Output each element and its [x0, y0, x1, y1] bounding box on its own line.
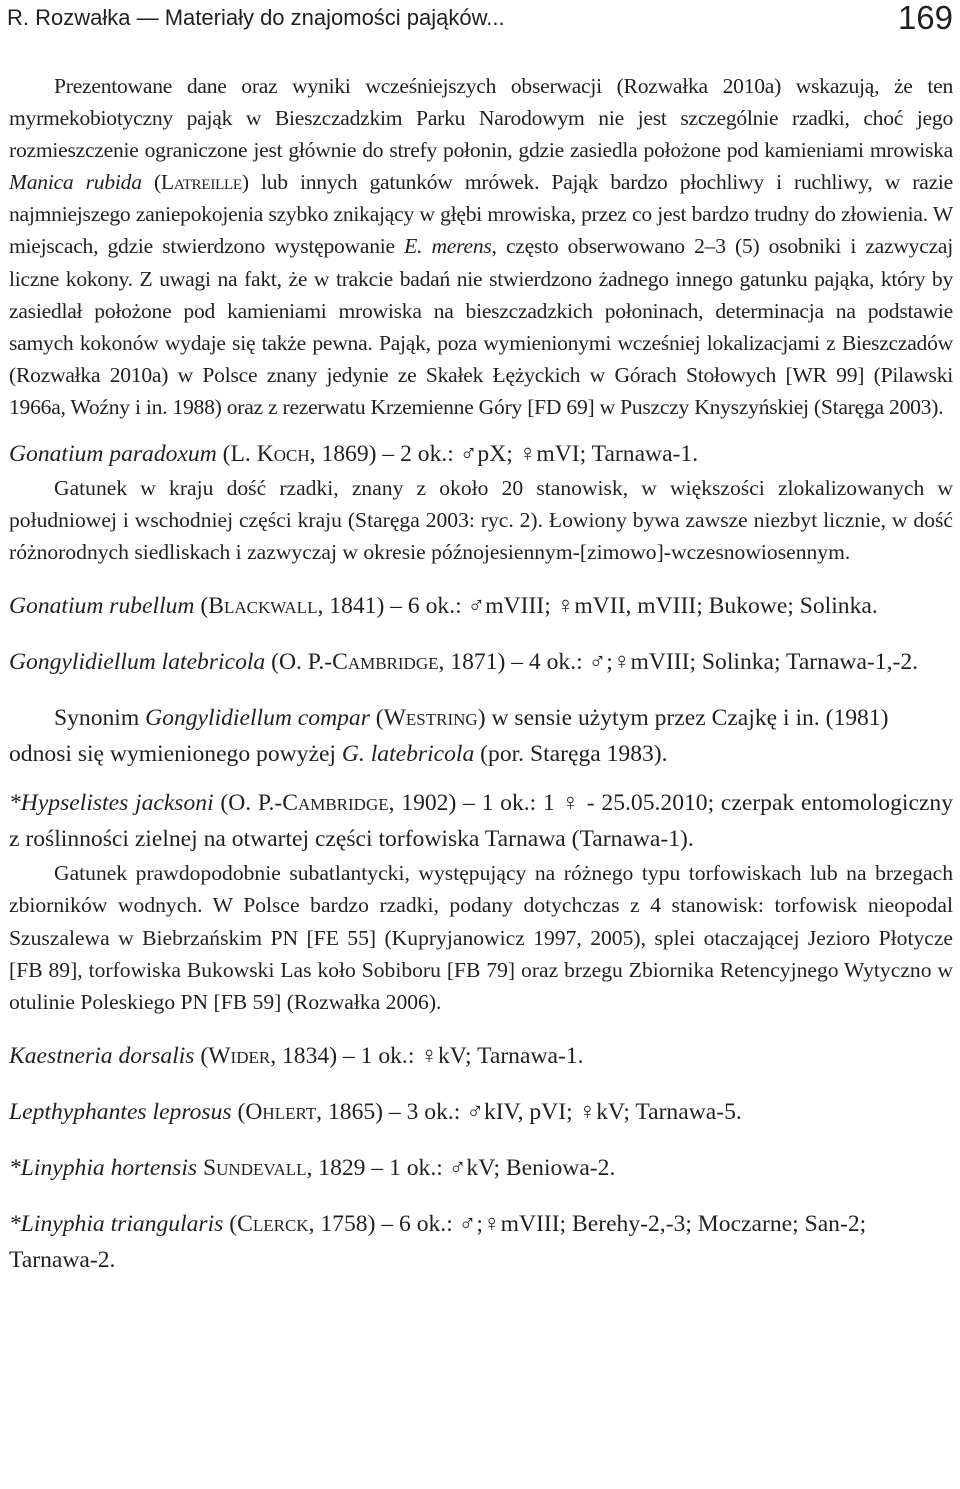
- note-gonatium-paradoxum: Gatunek w kraju dość rzadki, znany z około 20 stanowisk, w większości zlokalizowanych w południowej i wschodniej części kraju (Staręga 2003: ryc. 2). Łowiony bywa zawsze niezbyt licznie, w dość różnorodnych siedliskach i zazwyczaj w okresie późnojesiennym-[zimowo]-wczesnowiosennym.: [9, 476, 953, 565]
- species-name: Manica rubida: [9, 170, 142, 195]
- species-entry-gonatium-paradoxum: [9, 436, 953, 472]
- text-run: , często obserwowano 2–3 (5) osobniki i zazwyczaj liczne kokony. Z uwagi na fakt, że w trakcie badań nie stwierdzono żadnego innego gatunku pająka, który by zasiedlał położone pod kamieniami mrowiska na bieszczadzkich połoninach, determinacja na podstawie samych kokonów wydaje się także pewna. Pająk, poza wymienionymi wcześniej lokalizacjami z Bieszczadów (Rozwałka 2010a) w Polsce znany jedynie ze Skałek Łężyckich w Górach Stołowych [WR 99] (Pilawski 1966a, Woźny i in. 1988) oraz z rezerwatu Krzemienne Góry [FD 69] w Puszczy Knyszyńskiej (Staręga 2003).: [9, 234, 953, 419]
- record-data: , 1871) – 4 ok.: ♂;♀mVIII; Solinka; Tarnawa-1,-2.: [438, 649, 919, 676]
- species-name: Gonatium rubellum: [9, 593, 195, 620]
- species-entry-lepthyphantes-leprosus: [9, 1094, 953, 1130]
- species-name: Gonatium paradoxum: [9, 441, 217, 468]
- author-name: Cambridge: [282, 790, 389, 817]
- note-synonym: [9, 700, 953, 772]
- author-name: Koch: [256, 441, 310, 468]
- record-data: , 1829 – 1 ok.: ♂kV; Beniowa-2.: [306, 1154, 616, 1181]
- text-run: (: [223, 1210, 238, 1237]
- text-run: (: [231, 1098, 246, 1125]
- running-header: [7, 2, 953, 42]
- text-run: (: [194, 1042, 209, 1069]
- species-name: Lepthyphantes leprosus: [9, 1098, 232, 1125]
- author-name: Sundevall: [203, 1154, 307, 1181]
- text-run: Synonim: [54, 705, 146, 732]
- species-name: *Linyphia hortensis: [9, 1154, 198, 1181]
- page-number: 169: [897, 0, 953, 36]
- species-entry-gonatium-rubellum: [9, 588, 953, 624]
- text-run: Prezentowane dane oraz wyniki wcześniejszych obserwacji (Rozwałka 2010a) wskazują, że ten myrmekobiotyczny pająk w Bieszczadzkim Parku Narodowym nie jest szczególnie rzadki, choć jego rozmieszczenie ograniczone jest głównie do strefy połonin, gdzie zasiedla położone pod kamieniami mrowiska: [9, 74, 953, 163]
- text-run: (: [369, 705, 384, 732]
- record-data: , 1869) – 2 ok.: ♂pX; ♀mVI; Tarnawa-1.: [309, 441, 699, 468]
- author-name: Clerck: [237, 1210, 309, 1237]
- paragraph-euophrys-discussion: [9, 70, 953, 423]
- species-name: E. merens: [404, 234, 492, 259]
- record-data: , 1758) – 6 ok.: ♂;♀mVIII; Berehy-2,-3; Moczarne; San-2; Tarnawa-2.: [9, 1210, 867, 1273]
- author-name: Latreille: [160, 170, 242, 195]
- text-run: (L.: [216, 441, 257, 468]
- record-data: , 1841) – 6 ok.: ♂mVIII; ♀mVII, mVIII; Bukowe; Solinka.: [317, 593, 878, 620]
- record-data: , 1865) – 3 ok.: ♂kIV, pVI; ♀kV; Tarnawa-5.: [316, 1098, 742, 1125]
- text-run: (: [141, 170, 161, 195]
- species-name: Kaestneria dorsalis: [9, 1042, 195, 1069]
- species-name: *Hypselistes jacksoni: [9, 790, 214, 817]
- text-run: (O. P.-: [213, 790, 283, 817]
- text-run: (por. Staręga 1983).: [474, 741, 668, 768]
- note-hypselistes-jacksoni: Gatunek prawdopodobnie subatlantycki, występujący na różnego typu torfowiskach lub na brzegach zbiorników wodnych. W Polsce bardzo rzadki, podany dotychczas z 4 stanowisk: torfowisk nieopodal Szuszalewa w Biebrzańskim PN [FE 55] (Kupryjanowicz 1997, 2005), splei otaczającej Jezioro Płotycze [FB 89], torfowiska Bukowski Las koło Sobiboru [FB 79] oraz brzegu Zbiornika Retencyjnego Wytyczno w otulinie Poleskiego PN [FB 59] (Rozwałka 2006).: [9, 861, 953, 1014]
- author-name: Wider: [208, 1042, 271, 1069]
- species-name: Gongylidiellum compar: [145, 705, 370, 732]
- record-data: , 1902) – 1 ok.: 1 ♀ - 25.05.2010; czerpak entomologiczny z roślinności zielnej na otwartej części torfowiska Tarnawa (Tarnawa-1).: [9, 790, 953, 853]
- species-entry-linyphia-triangularis: [9, 1206, 953, 1278]
- species-name: G. latebricola: [341, 741, 475, 768]
- text-run: ) lub innych gatunków mrówek. Pająk bardzo płochliwy i ruchliwy, w razie najmniejszego zaniepokojenia szybko znikający w głębi mrowiska, przez co jest bardzo trudny do złowienia. W miejscach, gdzie stwierdzono występowanie: [9, 170, 953, 259]
- article-body: [9, 70, 953, 1278]
- author-name: Westring: [383, 705, 478, 732]
- author-name: Cambridge: [332, 649, 439, 676]
- species-entry-kaestneria-dorsalis: [9, 1038, 953, 1074]
- author-name: Blackwall: [208, 593, 318, 620]
- species-entry-gongylidiellum-latebricola: [9, 644, 953, 680]
- text-run: ) w sensie użytym przez Czajkę i in. (1981) odnosi się wymienionego powyżej: [9, 705, 889, 768]
- species-entry-hypselistes-jacksoni: [9, 785, 953, 857]
- species-name: *Linyphia triangularis: [9, 1210, 224, 1237]
- species-name: Gongylidiellum latebricola: [9, 649, 266, 676]
- text-run: (: [194, 593, 209, 620]
- record-data: , 1834) – 1 ok.: ♀kV; Tarnawa-1.: [270, 1042, 584, 1069]
- author-name: Ohlert: [245, 1098, 317, 1125]
- text-run: (O. P.-: [265, 649, 333, 676]
- species-entry-linyphia-hortensis: [9, 1150, 953, 1186]
- running-title: R. Rozwałka — Materiały do znajomości pająków...: [7, 5, 505, 30]
